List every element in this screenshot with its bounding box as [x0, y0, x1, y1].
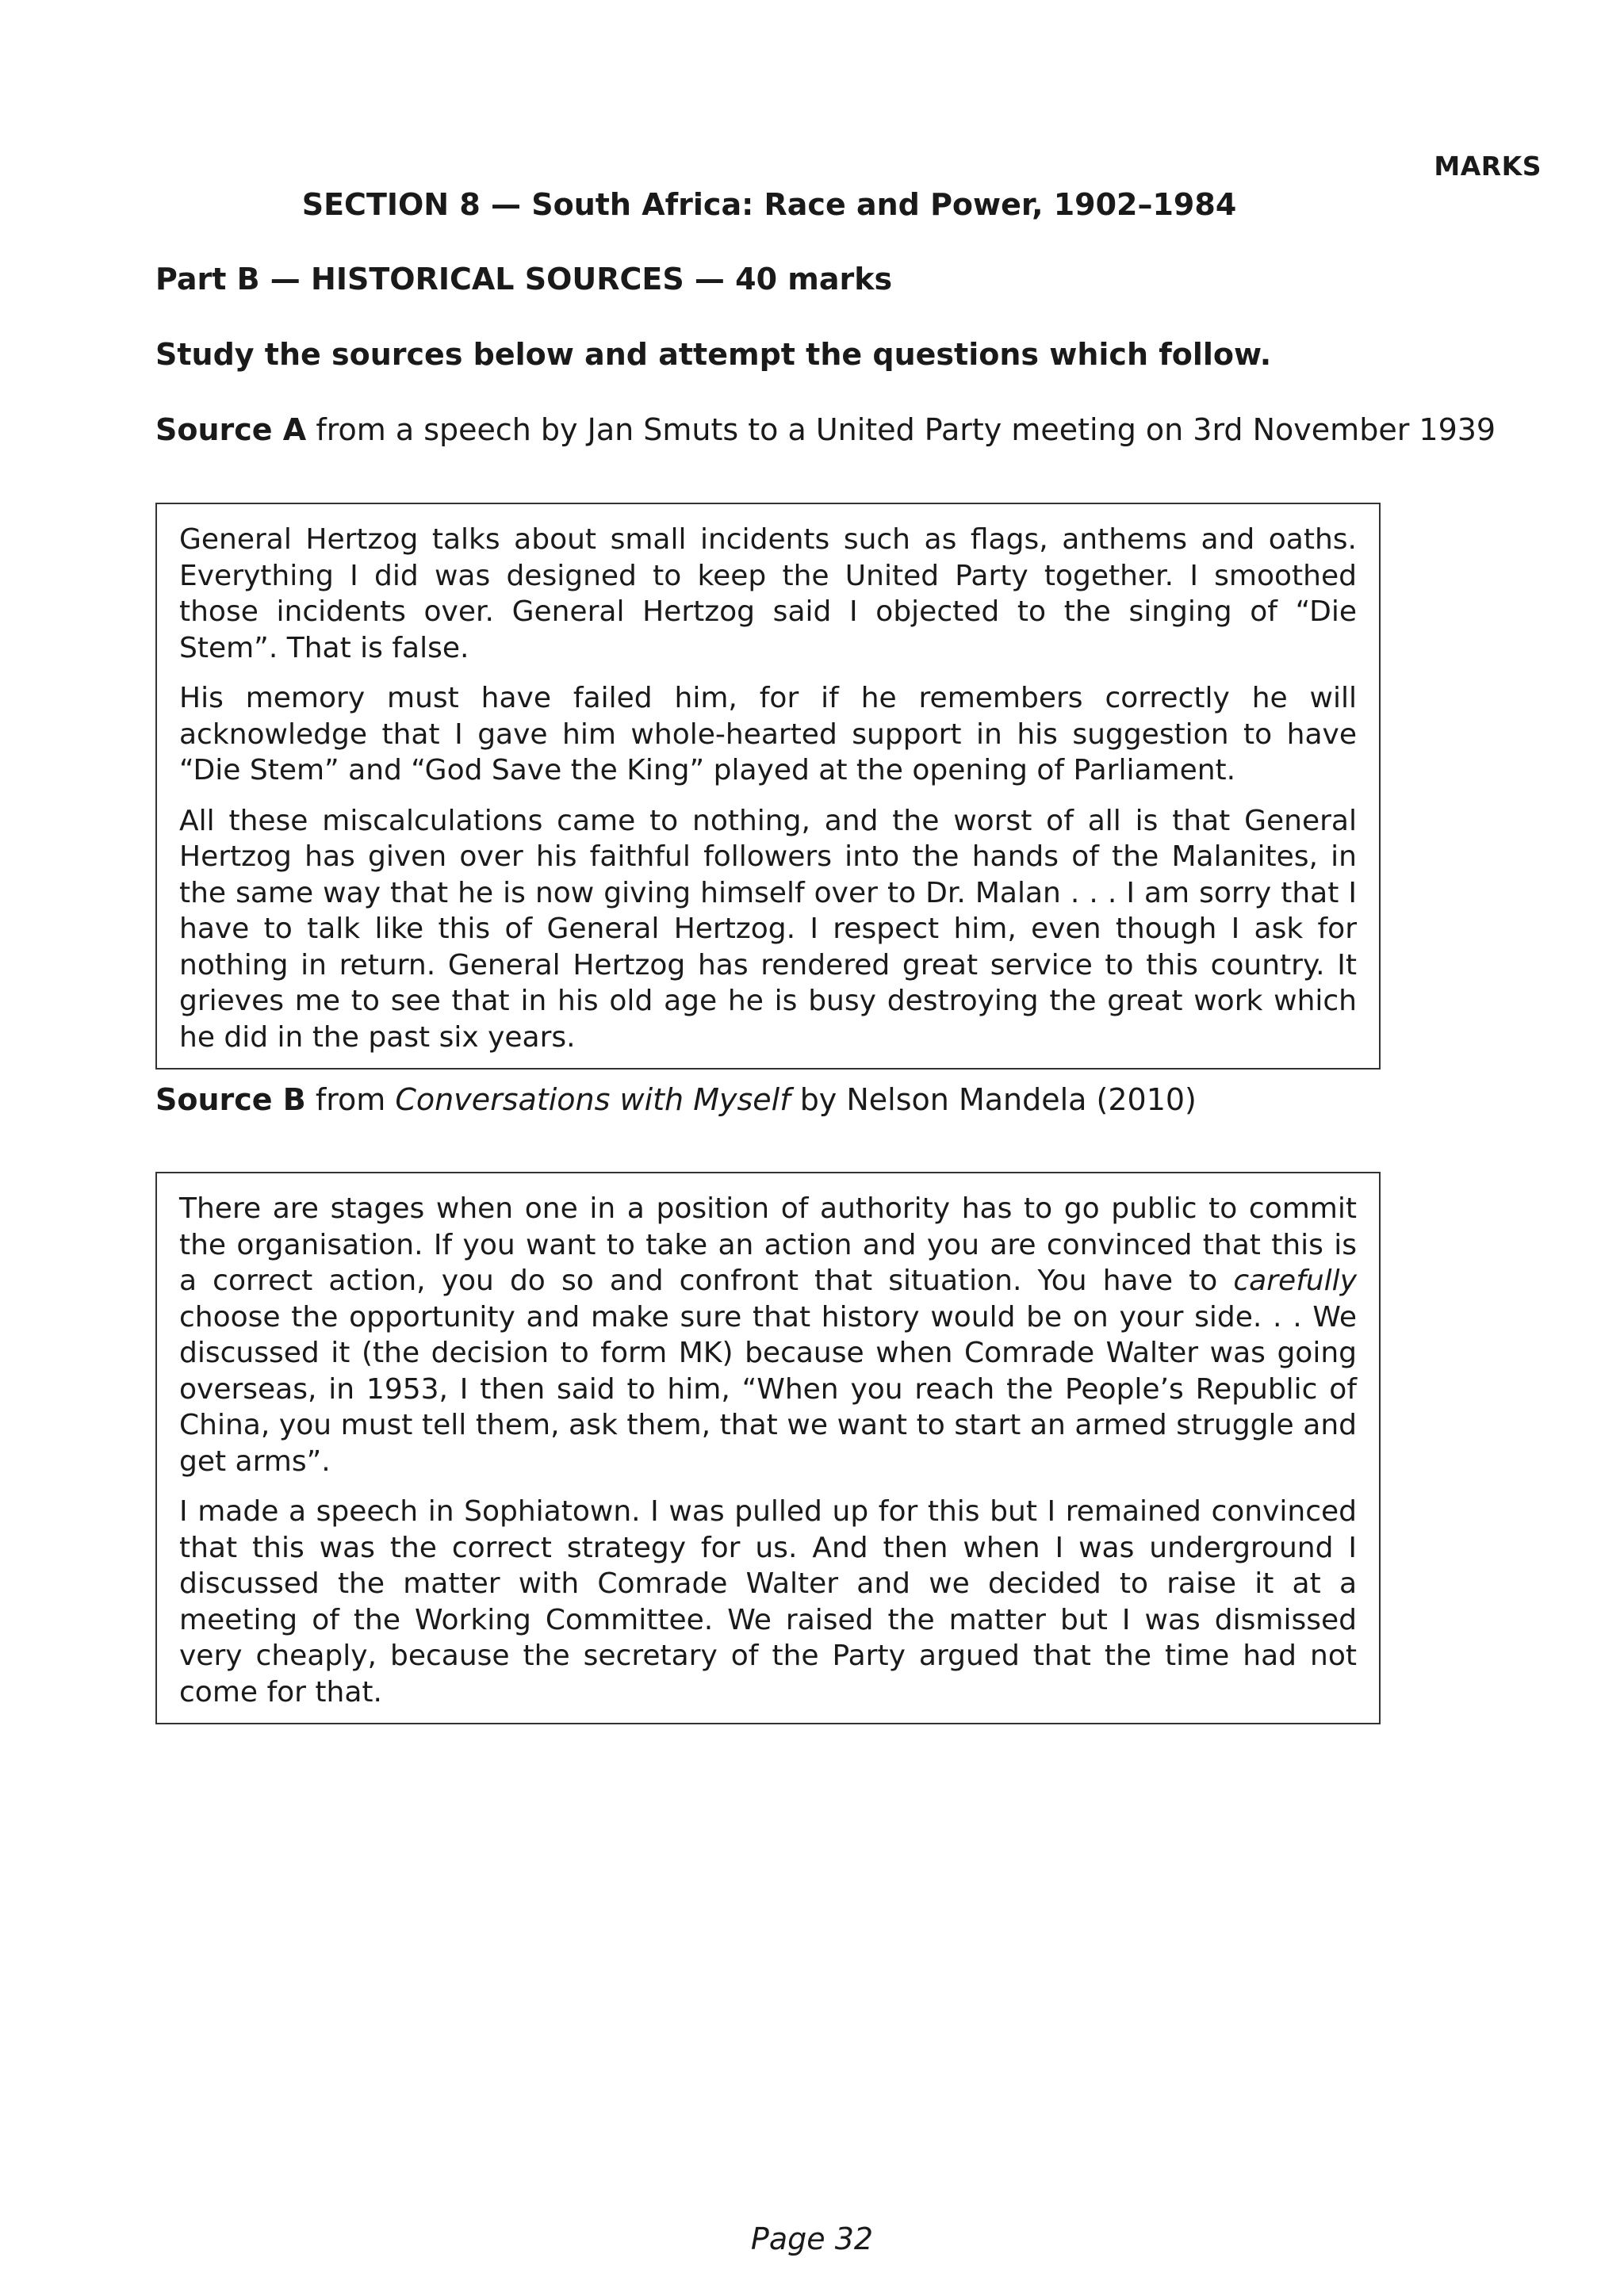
source-a-heading [155, 412, 1496, 447]
source-b-paragraph-1 [179, 1191, 1357, 1479]
instructions: Study the sources below and attempt the questions which follow. [155, 337, 1272, 372]
part-title: Part B — HISTORICAL SOURCES — 40 marks [155, 262, 893, 297]
source-b-paragraph-1-start: There are stages when one in a position of authority has to go public to commit the organisation. If you want to take an action and you are convinced that this is a correct action, you do so and confront that situation. You have to [179, 1192, 1357, 1297]
source-b-paragraph-1-end: choose the opportunity and make sure that history would be on your side. . . We discussed it (the decision to form MK) because when Comrade Walter was going overseas, in 1953, I then said to him, “When you reach the People’s Republic of China, you must tell them, ask them, that we want to start an armed struggle and get arms”. [179, 1300, 1357, 1478]
source-b-suffix: by Nelson Mandela (2010) [799, 1082, 1197, 1117]
page-number: Page 32 [750, 2221, 874, 2256]
source-a-paragraph-2: His memory must have failed him, for if he remembers correctly he will acknowledge that I gave him whole-hearted support in his suggestion to have “Die Stem” and “God Save the King” played at the opening of Parliament. [179, 682, 1357, 786]
section-title: SECTION 8 — South Africa: Race and Power, 1902–1984 [301, 187, 1237, 222]
source-b-paragraph-2: I made a speech in Sophiatown. I was pulled up for this but I remained convinced that this was the correct strategy for us. And then when I was underground I discussed the matter with Comrade Walter and we decided to raise it at a meeting of the Working Committee. We raised the matter but I was dismissed very cheaply, because the secretary of the Party argued that the time had not come for that. [179, 1495, 1357, 1709]
source-a-description: from a speech by Jan Smuts to a United Party meeting on 3rd November 1939 [316, 412, 1496, 447]
source-b-prefix: from [315, 1082, 386, 1117]
source-a-paragraph-1: General Hertzog talks about small incidents such as flags, anthems and oaths. Everything I did was designed to keep the United Party together. I smoothed those incidents over. General Hertzog said I objected to the singing of “Die Stem”. That is false. [179, 523, 1357, 664]
source-b-emphasis: carefully [1233, 1265, 1357, 1297]
source-b-label: Source B [155, 1082, 306, 1117]
source-a-box [155, 503, 1381, 1070]
source-b-box [155, 1172, 1381, 1724]
marks-column-label: MARKS [1434, 151, 1542, 182]
source-a-label: Source A [155, 412, 307, 447]
source-b-heading [155, 1082, 1197, 1117]
source-b-book-title: Conversations with Myself [395, 1082, 791, 1117]
source-a-paragraph-3: All these miscalculations came to nothing, and the worst of all is that General Hertzog has given over his faithful followers into the hands of the Malanites, in the same way that he is now giving himself over to Dr. Malan . . . I am sorry that I have to talk like this of General Hertzog. I respect him, even though I ask for nothing in return. General Hertzog has rendered great service to this country. It grieves me to see that in his old age he is busy destroying the great work which he did in the past six years. [179, 804, 1357, 1054]
